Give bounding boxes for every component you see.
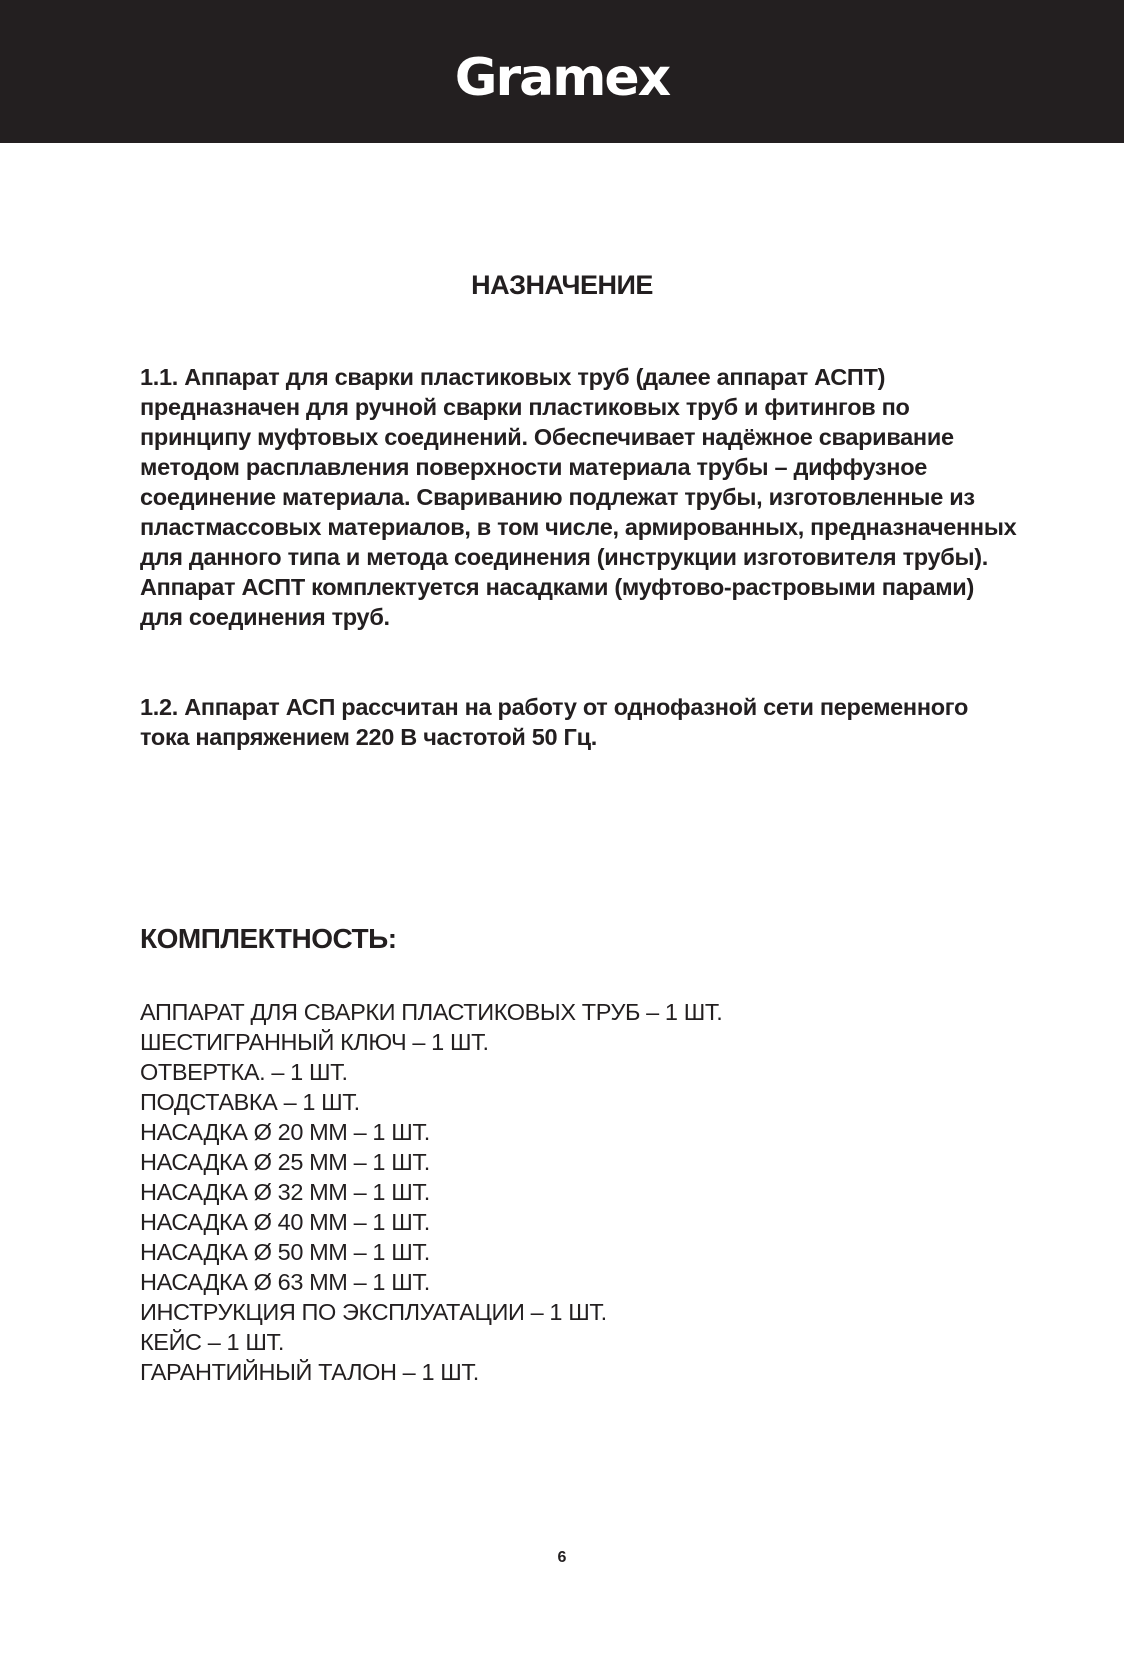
list-item: ИНСТРУКЦИЯ ПО ЭКСПЛУАТАЦИИ – 1 ШТ.	[140, 1299, 607, 1325]
purpose-title: НАЗНАЧЕНИЕ	[471, 270, 653, 300]
kit-list	[140, 997, 722, 1387]
kit-title: КОМПЛЕКТНОСТЬ:	[140, 923, 397, 954]
list-item: АППАРАТ ДЛЯ СВАРКИ ПЛАСТИКОВЫХ ТРУБ – 1 ШТ.	[140, 999, 723, 1025]
brand-logo: Gramex	[454, 48, 670, 108]
list-item: ОТВЕРТКА. – 1 ШТ.	[140, 1059, 348, 1085]
list-item: НАСАДКА Ø 20 ММ – 1 ШТ.	[140, 1119, 430, 1145]
purpose-paragraph-1: 1.1. Аппарат для сварки пластиковых труб (далее аппарат АСПТ) предназначен для ручной сварки пластиковых труб и фитингов по принципу муфтовых соединений. Обеспечивает надёжное сваривание методом расплавления поверхности материала трубы – диффузное соединение материала. Свариванию подлежат трубы, изготовленные из пластмассовых материалов, в том числе, армированных, предназначенных для данного типа и метода соединения (инструкции изготовителя трубы). Аппарат АСПТ комплектуется насадками (муфтово-растровыми парами) для соединения труб.	[140, 364, 1017, 630]
list-item: ГАРАНТИЙНЫЙ ТАЛОН – 1 ШТ.	[140, 1359, 479, 1385]
list-item: НАСАДКА Ø 50 ММ – 1 ШТ.	[140, 1239, 430, 1265]
list-item: НАСАДКА Ø 40 ММ – 1 ШТ.	[140, 1209, 430, 1235]
purpose-paragraph-2: 1.2. Аппарат АСП рассчитан на работу от однофазной сети переменного тока напряжением 220 В частотой 50 Гц.	[140, 694, 969, 750]
page-number: 6	[557, 1549, 567, 1566]
list-item: НАСАДКА Ø 25 ММ – 1 ШТ.	[140, 1149, 430, 1175]
list-item: ПОДСТАВКА – 1 ШТ.	[140, 1089, 360, 1115]
list-item: НАСАДКА Ø 32 ММ – 1 ШТ.	[140, 1179, 430, 1205]
list-item: ШЕСТИГРАННЫЙ КЛЮЧ – 1 ШТ.	[140, 1029, 489, 1055]
list-item: КЕЙС – 1 ШТ.	[140, 1329, 284, 1355]
list-item: НАСАДКА Ø 63 ММ – 1 ШТ.	[140, 1269, 430, 1295]
